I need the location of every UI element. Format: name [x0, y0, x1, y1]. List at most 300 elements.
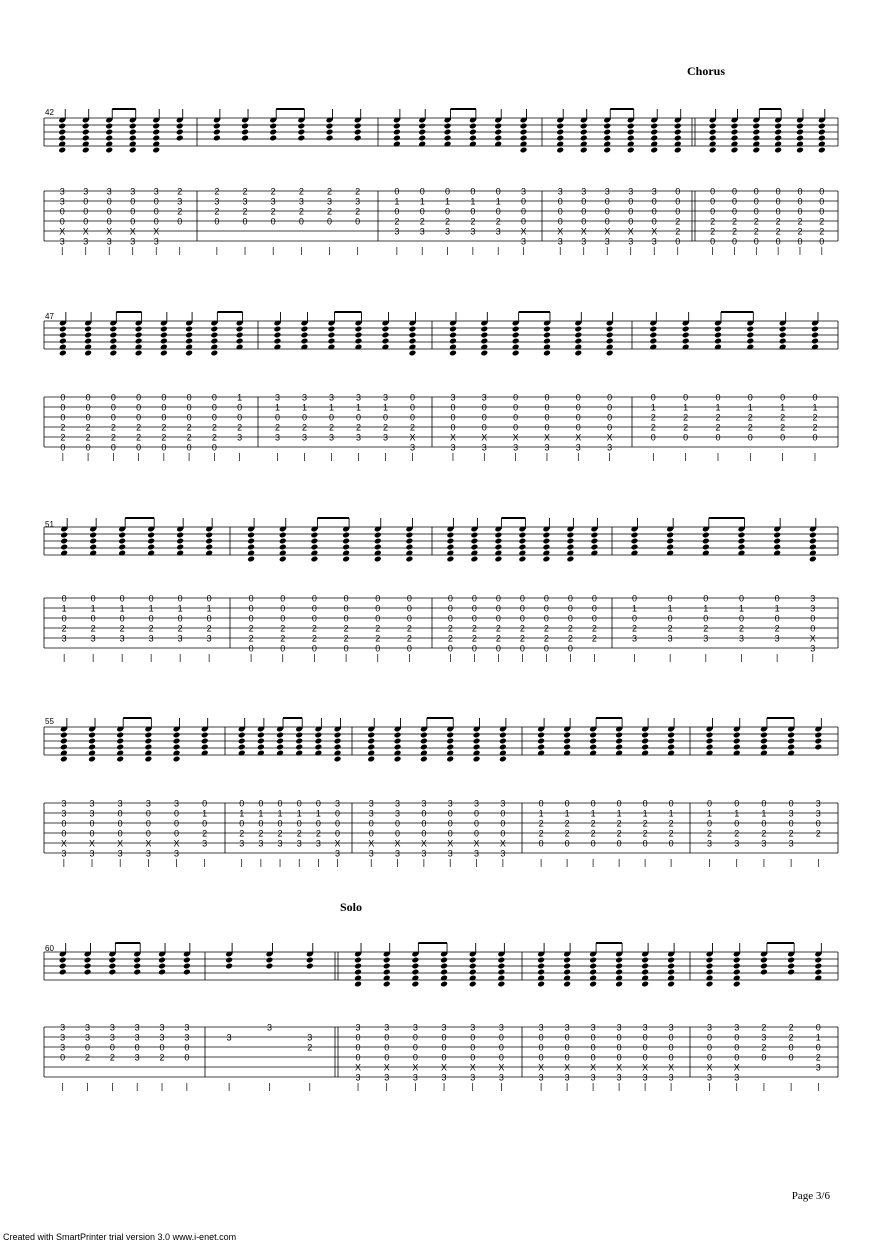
tab-fret-number: 0 — [447, 603, 453, 614]
notehead — [129, 147, 137, 154]
notehead — [497, 969, 505, 976]
tab-fret-number: 0 — [60, 442, 66, 453]
tab-fret-number: 3 — [226, 1032, 232, 1043]
tab-fret-number: 3 — [61, 808, 67, 819]
notehead — [109, 332, 117, 339]
tab-fret-number: 0 — [117, 828, 123, 839]
tab-fret-number: 1 — [590, 808, 596, 819]
tab-fret-number: 0 — [668, 1042, 674, 1053]
notehead — [147, 538, 155, 545]
notehead — [84, 969, 92, 976]
notehead — [409, 332, 417, 339]
tab-fret-number: 2 — [242, 186, 248, 197]
notehead — [615, 975, 623, 982]
notehead — [818, 141, 826, 148]
notehead — [367, 744, 375, 751]
tab-fret-number: 3 — [117, 848, 123, 859]
tab-fret-number: 0 — [394, 186, 400, 197]
tab-fret-number: 2 — [707, 828, 713, 839]
notehead — [760, 744, 768, 751]
tab-fret-number: 0 — [174, 808, 180, 819]
tab-fret-number: 0 — [471, 603, 477, 614]
tab-fret-number: 0 — [675, 196, 681, 207]
notehead — [774, 129, 782, 136]
tab-fret-number: 1 — [761, 808, 767, 819]
notehead — [257, 750, 265, 757]
notehead — [641, 738, 649, 745]
tab-fret-number: 2 — [471, 623, 477, 634]
tab-fret-number: 3 — [590, 1072, 596, 1083]
tab-fret-number: 0 — [311, 643, 317, 654]
notehead — [497, 981, 505, 988]
tab-fret-number: 0 — [642, 1052, 648, 1063]
tab-fret-number: 0 — [707, 818, 713, 829]
tab-fret-number: 1 — [495, 196, 501, 207]
tab-fret-number: X — [59, 226, 66, 237]
tab-fret-number: 2 — [298, 206, 304, 217]
tab-fret-number: 3 — [500, 798, 506, 809]
tab-fret-number: 0 — [177, 613, 183, 624]
tab-fret-number: 0 — [590, 1042, 596, 1053]
tab-fret-number: 0 — [412, 1052, 418, 1063]
notehead — [310, 550, 318, 557]
notehead — [60, 538, 68, 545]
tab-fret-number: 0 — [780, 432, 786, 443]
tab-fret-number: 0 — [650, 392, 656, 403]
tab-fret-number: 0 — [384, 1032, 390, 1043]
tab-fret-number: 0 — [668, 1032, 674, 1043]
tab-fret-number: 0 — [538, 1042, 544, 1053]
tab-fret-number: 3 — [177, 633, 183, 644]
tab-fret-number: 0 — [667, 613, 673, 624]
notehead — [512, 350, 520, 357]
notehead — [537, 957, 545, 964]
notehead — [738, 544, 746, 551]
notehead — [342, 538, 350, 545]
notehead — [173, 750, 181, 757]
notehead — [480, 344, 488, 351]
tab-fret-number: 3 — [237, 432, 243, 443]
notehead — [89, 532, 97, 539]
tab-fret-number: 0 — [564, 798, 570, 809]
tab-fret-number: 0 — [761, 798, 767, 809]
notehead — [334, 756, 342, 763]
notehead — [787, 963, 795, 970]
tab-fret-number: 2 — [564, 828, 570, 839]
notehead — [818, 123, 826, 130]
notehead — [59, 338, 67, 345]
notehead — [650, 129, 658, 136]
tab-fret-number: 0 — [761, 1052, 767, 1063]
tab-fret-number: 2 — [202, 828, 208, 839]
notehead — [105, 123, 113, 130]
tab-fret-number: 0 — [145, 808, 151, 819]
notehead — [314, 744, 322, 751]
notehead — [135, 338, 143, 345]
notehead — [537, 969, 545, 976]
notehead — [603, 123, 611, 130]
tab-fret-number: 2 — [590, 818, 596, 829]
tab-fret-number: 2 — [667, 623, 673, 634]
tab-fret-number: 1 — [715, 402, 721, 413]
tab-fret-number: X — [564, 1062, 571, 1073]
tab-fret-number: 2 — [668, 818, 674, 829]
notehead — [682, 344, 690, 351]
tab-fret-number: 0 — [753, 196, 759, 207]
notehead — [731, 123, 739, 130]
notehead — [589, 744, 597, 751]
notehead — [774, 141, 782, 148]
notehead — [116, 744, 124, 751]
notehead — [814, 975, 822, 982]
tab-fret-number: 0 — [106, 206, 112, 217]
notehead — [420, 732, 428, 739]
tab-fret-number: 0 — [211, 412, 217, 423]
notehead — [342, 556, 350, 563]
tab-fret-number: X — [368, 838, 375, 849]
tab-fret-number: 3 — [395, 798, 401, 809]
notehead — [814, 744, 822, 751]
notehead — [236, 338, 244, 345]
notehead — [606, 338, 614, 345]
tab-fret-number: 3 — [707, 838, 713, 849]
tab-fret-number: 0 — [89, 818, 95, 829]
tab-fret-number: 0 — [544, 422, 550, 433]
notehead — [709, 141, 717, 148]
tab-fret-number: 3 — [474, 848, 480, 859]
tab-fret-number: 0 — [83, 216, 89, 227]
notehead — [160, 326, 168, 333]
tab-fret-number: X — [409, 432, 416, 443]
tab-fret-number: 0 — [788, 818, 794, 829]
tab-fret-number: 3 — [134, 1022, 140, 1033]
notehead — [537, 750, 545, 757]
tab-fret-number: 2 — [355, 206, 361, 217]
tab-fret-number: 2 — [119, 623, 125, 634]
notehead — [469, 141, 477, 148]
notehead — [205, 538, 213, 545]
notehead — [405, 538, 413, 545]
tab-fret-number: 0 — [521, 206, 527, 217]
tab-fret-number: 0 — [788, 1052, 794, 1063]
tab-fret-number: 3 — [810, 603, 816, 614]
notehead — [238, 738, 246, 745]
tab-fret-number: 0 — [153, 206, 159, 217]
notehead — [129, 129, 137, 136]
notehead — [129, 135, 137, 142]
notehead — [752, 135, 760, 142]
tab-fret-number: 3 — [421, 798, 427, 809]
tab-fret-number: 0 — [591, 593, 597, 604]
tab-fret-number: 1 — [90, 603, 96, 614]
tab-fret-number: 2 — [394, 216, 400, 227]
tab-fret-number: 0 — [445, 206, 451, 217]
tab-fret-number: 3 — [651, 186, 657, 197]
tab-fret-number: 0 — [590, 838, 596, 849]
tab-fret-number: 2 — [242, 206, 248, 217]
bar-number: 60 — [45, 944, 54, 953]
notehead — [247, 556, 255, 563]
tab-fret-number: 3 — [441, 1072, 447, 1083]
notehead — [494, 532, 502, 539]
tab-fret-number: 0 — [450, 422, 456, 433]
notehead — [543, 338, 551, 345]
notehead — [480, 332, 488, 339]
tab-fret-number: 3 — [604, 236, 610, 247]
tab-fret-number: 0 — [797, 186, 803, 197]
tab-fret-number: 2 — [61, 623, 67, 634]
tab-fret-number: 0 — [544, 412, 550, 423]
tab-fret-number: 2 — [85, 422, 91, 433]
tab-fret-number: 0 — [375, 603, 381, 614]
notehead — [556, 135, 564, 142]
notehead — [84, 350, 92, 357]
tab-fret-number: 1 — [738, 603, 744, 614]
notehead — [238, 732, 246, 739]
tab-fret-number: 0 — [83, 206, 89, 217]
notehead — [133, 963, 141, 970]
tab-fret-number: 0 — [575, 402, 581, 413]
tab-fret-number: 0 — [474, 818, 480, 829]
notehead — [473, 744, 481, 751]
notehead — [446, 550, 454, 557]
notehead — [109, 326, 117, 333]
tab-fret-number: 0 — [161, 392, 167, 403]
notehead — [183, 969, 191, 976]
tab-fret-number: 2 — [406, 633, 412, 644]
tab-fret-number: 0 — [710, 196, 716, 207]
tab-fret-number: 1 — [734, 808, 740, 819]
tab-fret-number: 0 — [328, 412, 334, 423]
notehead — [374, 556, 382, 563]
tab-fret-number: 2 — [186, 422, 192, 433]
notehead — [682, 332, 690, 339]
tab-fret-number: 0 — [315, 818, 321, 829]
tab-fret-number: 0 — [607, 412, 613, 423]
tab-fret-number: 0 — [85, 402, 91, 413]
notehead — [383, 963, 391, 970]
notehead — [393, 141, 401, 148]
notehead — [394, 738, 402, 745]
notehead — [105, 147, 113, 154]
tab-fret-number: 0 — [642, 1042, 648, 1053]
notehead — [480, 350, 488, 357]
tab-fret-number: 2 — [470, 216, 476, 227]
tab-fret-number: 1 — [667, 603, 673, 614]
notehead — [787, 738, 795, 745]
tab-fret-number: 0 — [110, 412, 116, 423]
tab-fret-number: 0 — [406, 603, 412, 614]
tab-fret-number: 0 — [557, 196, 563, 207]
tab-fret-number: 3 — [498, 1072, 504, 1083]
notehead — [89, 544, 97, 551]
notehead — [518, 538, 526, 545]
tab-fret-number: 3 — [177, 196, 183, 207]
tab-fret-number: 1 — [355, 402, 361, 413]
tab-fret-number: 3 — [384, 1022, 390, 1033]
notehead — [446, 744, 454, 751]
notehead — [355, 326, 363, 333]
notehead — [709, 123, 717, 130]
tab-fret-number: 2 — [136, 422, 142, 433]
notehead — [563, 963, 571, 970]
tab-fret-number: 1 — [538, 808, 544, 819]
notehead — [411, 969, 419, 976]
notehead — [731, 129, 739, 136]
notehead — [469, 969, 477, 976]
tab-fret-number: 2 — [519, 623, 525, 634]
tab-fret-number: 3 — [412, 1022, 418, 1033]
notehead — [58, 147, 66, 154]
notehead — [310, 556, 318, 563]
tab-fret-number: 2 — [812, 412, 818, 423]
notehead — [108, 969, 116, 976]
notehead — [129, 141, 137, 148]
tab-fret-number: 0 — [500, 818, 506, 829]
tab-fret-number: 3 — [239, 838, 245, 849]
notehead — [627, 141, 635, 148]
notehead — [589, 981, 597, 988]
tab-fret-number: 3 — [447, 798, 453, 809]
notehead — [135, 326, 143, 333]
tab-fret-number: X — [616, 1062, 623, 1073]
notehead — [60, 738, 68, 745]
notehead — [328, 344, 336, 351]
tab-fret-number: 2 — [60, 432, 66, 443]
tab-fret-number: 0 — [90, 613, 96, 624]
tab-fret-number: 3 — [581, 186, 587, 197]
tab-fret-number: 3 — [368, 798, 374, 809]
tab-fret-number: 0 — [715, 432, 721, 443]
notehead — [393, 129, 401, 136]
notehead — [334, 738, 342, 745]
notehead — [135, 332, 143, 339]
tab-fret-number: 0 — [117, 818, 123, 829]
notehead — [470, 544, 478, 551]
notehead — [383, 975, 391, 982]
tab-fret-number: 1 — [258, 808, 264, 819]
notehead — [449, 344, 457, 351]
tab-fret-number: 2 — [753, 216, 759, 227]
tab-fret-number: 0 — [731, 186, 737, 197]
notehead — [809, 538, 817, 545]
tab-fret-number: 3 — [153, 236, 159, 247]
notehead — [158, 957, 166, 964]
tab-fret-number: 0 — [797, 236, 803, 247]
tab-fret-number: 2 — [747, 412, 753, 423]
notehead — [420, 756, 428, 763]
tab-fret-number: 1 — [815, 1032, 821, 1043]
notehead — [666, 544, 674, 551]
notehead — [738, 550, 746, 557]
tab-fret-number: 0 — [575, 392, 581, 403]
tab-fret-number: 3 — [738, 633, 744, 644]
tab-fret-number: 0 — [447, 613, 453, 624]
tab-fret-number: 1 — [274, 402, 280, 413]
notehead — [779, 332, 787, 339]
tab-fret-number: 1 — [277, 808, 283, 819]
notehead — [88, 756, 96, 763]
tab-fret-number: 2 — [564, 818, 570, 829]
tab-fret-number: 2 — [715, 422, 721, 433]
notehead — [444, 129, 452, 136]
notehead — [328, 332, 336, 339]
tab-fret-number: 1 — [703, 603, 709, 614]
tab-fret-number: 0 — [819, 236, 825, 247]
notehead — [238, 750, 246, 757]
tab-fret-number: 3 — [734, 838, 740, 849]
notehead — [109, 338, 117, 345]
notehead — [276, 738, 284, 745]
tab-fret-number: 2 — [731, 226, 737, 237]
notehead — [60, 550, 68, 557]
tab-fret-number: 0 — [85, 1042, 91, 1053]
notehead — [173, 732, 181, 739]
notehead — [542, 544, 550, 551]
notehead — [796, 123, 804, 130]
notehead — [589, 738, 597, 745]
notehead — [499, 738, 507, 745]
tab-fret-number: 0 — [753, 206, 759, 217]
tab-fret-number: 0 — [631, 613, 637, 624]
tab-fret-number: 3 — [89, 798, 95, 809]
tab-fret-number: 0 — [136, 412, 142, 423]
tab-fret-number: 0 — [441, 1052, 447, 1063]
notehead — [440, 975, 448, 982]
tab-fret-number: 1 — [470, 196, 476, 207]
section-label-chorus: Chorus — [687, 64, 726, 78]
notehead — [295, 750, 303, 757]
tab-fret-number: 3 — [134, 1052, 140, 1063]
tab-fret-number: X — [498, 1062, 505, 1073]
tab-fret-number: 0 — [375, 613, 381, 624]
notehead — [108, 957, 116, 964]
tab-fret-number: 2 — [328, 422, 334, 433]
tab-fret-number: 0 — [707, 1042, 713, 1053]
tab-fret-number: 3 — [130, 186, 136, 197]
notehead — [301, 332, 309, 339]
tab-fret-number: 3 — [474, 798, 480, 809]
notehead — [295, 732, 303, 739]
notehead — [147, 544, 155, 551]
notehead — [574, 326, 582, 333]
tab-fret-number: 0 — [513, 422, 519, 433]
bar-number: 55 — [45, 717, 54, 726]
notehead — [470, 556, 478, 563]
notehead — [446, 732, 454, 739]
notehead — [494, 123, 502, 130]
notehead — [606, 332, 614, 339]
tab-fret-number: 3 — [119, 633, 125, 644]
tab-fret-number: 2 — [642, 828, 648, 839]
notehead — [274, 326, 282, 333]
notehead — [542, 556, 550, 563]
tab-fret-number: 0 — [280, 613, 286, 624]
notehead — [615, 732, 623, 739]
tab-fret-number: 3 — [481, 442, 487, 453]
tab-fret-number: 0 — [470, 206, 476, 217]
notehead — [563, 738, 571, 745]
tab-fret-number: 0 — [607, 422, 613, 433]
notehead — [674, 123, 682, 130]
tab-fret-number: 3 — [495, 226, 501, 237]
tab-fret-number: 0 — [315, 798, 321, 809]
notehead — [440, 969, 448, 976]
tab-fret-number: 0 — [628, 196, 634, 207]
tab-fret-number: 1 — [780, 402, 786, 413]
notehead — [409, 326, 417, 333]
tab-fret-number: 0 — [375, 593, 381, 604]
